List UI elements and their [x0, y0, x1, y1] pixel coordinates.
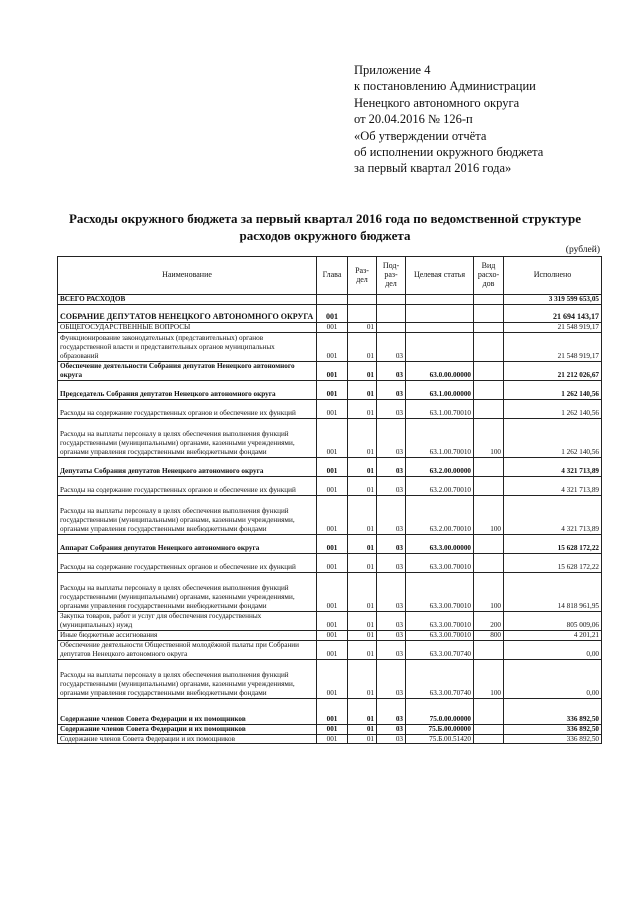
appendix-line: Ненецкого автономного округа: [354, 95, 520, 110]
row-exec: 21 694 143,17: [504, 304, 602, 322]
row-podrazdel: 03: [377, 659, 406, 698]
table-row: [58, 332, 602, 361]
header-glava: Глава: [317, 257, 348, 295]
row-target: 63.3.00.70010: [406, 553, 474, 572]
row-exec: 336 892,50: [504, 734, 602, 744]
appendix-line: от 20.04.2016 № 126-п: [354, 112, 473, 127]
row-target: 63.3.00.70740: [406, 640, 474, 659]
row-target: 63.3.00.70740: [406, 659, 474, 698]
row-razdel: 01: [348, 476, 377, 495]
row-glava: 001: [317, 611, 348, 630]
budget-table: [57, 256, 602, 744]
row-target: [406, 295, 474, 305]
row-target: 75.Б.00.00000: [406, 724, 474, 734]
row-razdel: 01: [348, 724, 377, 734]
appendix-line: Приложение 4: [354, 63, 431, 77]
row-name: Иные бюджетные ассигнования: [58, 630, 317, 640]
row-razdel: 01: [348, 553, 377, 572]
row-vid: 200: [474, 611, 504, 630]
appendix-line: к постановлению Администрации: [354, 79, 536, 94]
row-podrazdel: [377, 304, 406, 322]
row-vid: 100: [474, 495, 504, 534]
table-row: [58, 295, 602, 305]
row-podrazdel: [377, 295, 406, 305]
row-target: 63.1.00.00000: [406, 380, 474, 399]
row-vid: [474, 380, 504, 399]
row-target: 63.1.00.70010: [406, 418, 474, 457]
row-glava: 001: [317, 322, 348, 332]
table-row: [58, 380, 602, 399]
row-razdel: 01: [348, 457, 377, 476]
table-row: [58, 304, 602, 322]
row-name: Содержание членов Совета Федерации и их помощников: [58, 698, 317, 724]
row-glava: 001: [317, 698, 348, 724]
row-razdel: 01: [348, 322, 377, 332]
table-row: [58, 611, 602, 630]
table-row: [58, 495, 602, 534]
row-podrazdel: 03: [377, 380, 406, 399]
table-row: [58, 534, 602, 553]
header-exec: Исполнено: [504, 257, 602, 295]
row-podrazdel: 03: [377, 476, 406, 495]
row-exec: 336 892,50: [504, 724, 602, 734]
row-exec: 15 628 172,22: [504, 534, 602, 553]
row-vid: [474, 698, 504, 724]
row-name: Расходы на содержание государственных органов и обеспечение их функций: [58, 553, 317, 572]
row-name: Депутаты Собрания депутатов Ненецкого автономного округа: [58, 457, 317, 476]
row-podrazdel: 03: [377, 734, 406, 744]
row-glava: 001: [317, 534, 348, 553]
table-row: [58, 640, 602, 659]
row-glava: 001: [317, 572, 348, 611]
row-target: 63.3.00.00000: [406, 534, 474, 553]
row-glava: 001: [317, 659, 348, 698]
row-name: Содержание членов Совета Федерации и их помощников: [58, 734, 317, 744]
row-podrazdel: 03: [377, 457, 406, 476]
row-razdel: 01: [348, 630, 377, 640]
row-vid: 100: [474, 659, 504, 698]
row-razdel: 01: [348, 495, 377, 534]
row-podrazdel: 03: [377, 640, 406, 659]
row-exec: 14 818 961,95: [504, 572, 602, 611]
row-exec: 1 262 140,56: [504, 399, 602, 418]
row-name: Расходы на выплаты персоналу в целях обеспечения выполнения функций государственными (муниципальными) органами, казенными учреждениями, органами управления государственными внебюджетными фондами: [58, 572, 317, 611]
table-row: [58, 476, 602, 495]
row-podrazdel: 03: [377, 630, 406, 640]
row-podrazdel: 03: [377, 495, 406, 534]
row-razdel: 01: [348, 698, 377, 724]
row-podrazdel: 03: [377, 332, 406, 361]
row-target: [406, 304, 474, 322]
row-exec: 0,00: [504, 659, 602, 698]
row-target: 63.3.00.70010: [406, 611, 474, 630]
row-vid: [474, 457, 504, 476]
row-podrazdel: 03: [377, 418, 406, 457]
header-vid: Вид расхо- дов: [474, 257, 504, 295]
row-name: Функционирование законодательных (представительных) органов государственной власти и представительных органов муниципальных образований: [58, 332, 317, 361]
row-glava: 001: [317, 630, 348, 640]
row-name: Расходы на выплаты персоналу в целях обеспечения выполнения функций государственными (муниципальными) органами, казенными учреждениями, органами управления государственными внебюджетными фондами: [58, 495, 317, 534]
row-razdel: 01: [348, 734, 377, 744]
row-glava: 001: [317, 361, 348, 380]
row-name: Обеспечение деятельности Общественной молодёжной палаты при Собрании депутатов Ненецкого автономного округа: [58, 640, 317, 659]
row-podrazdel: 03: [377, 534, 406, 553]
row-target: [406, 322, 474, 332]
row-exec: 0,00: [504, 640, 602, 659]
row-target: 75.0.00.00000: [406, 698, 474, 724]
row-razdel: 01: [348, 659, 377, 698]
row-name: Расходы на содержание государственных органов и обеспечение их функций: [58, 399, 317, 418]
row-razdel: 01: [348, 418, 377, 457]
row-glava: 001: [317, 380, 348, 399]
table-row: [58, 418, 602, 457]
row-vid: [474, 734, 504, 744]
row-name: СОБРАНИЕ ДЕПУТАТОВ НЕНЕЦКОГО АВТОНОМНОГО ОКРУГА: [58, 304, 317, 322]
row-exec: 21 548 919,17: [504, 332, 602, 361]
row-vid: 100: [474, 418, 504, 457]
header-podrazdel: Под- раз- дел: [377, 257, 406, 295]
row-razdel: 01: [348, 399, 377, 418]
document-title: [40, 210, 610, 244]
title-line-2: расходов окружного бюджета: [239, 228, 411, 243]
appendix-line: «Об утверждении отчёта: [354, 128, 487, 143]
row-name: Закупка товаров, работ и услуг для обеспечения государственных (муниципальных) нужд: [58, 611, 317, 630]
row-target: 63.3.00.70010: [406, 630, 474, 640]
row-razdel: 01: [348, 534, 377, 553]
row-name: Аппарат Собрания депутатов Ненецкого автономного округа: [58, 534, 317, 553]
table-row: [58, 457, 602, 476]
table-row: [58, 659, 602, 698]
row-name: Содержание членов Совета Федерации и их помощников: [58, 724, 317, 734]
table-row: [58, 399, 602, 418]
row-exec: 336 892,50: [504, 698, 602, 724]
row-vid: [474, 322, 504, 332]
row-podrazdel: 03: [377, 361, 406, 380]
row-exec: 1 262 140,56: [504, 418, 602, 457]
row-glava: 001: [317, 399, 348, 418]
row-glava: 001: [317, 495, 348, 534]
row-razdel: 01: [348, 572, 377, 611]
row-glava: 001: [317, 553, 348, 572]
row-podrazdel: 03: [377, 611, 406, 630]
table-row: [58, 572, 602, 611]
row-vid: [474, 640, 504, 659]
row-glava: 001: [317, 304, 348, 322]
table-row: [58, 322, 602, 332]
row-name: Расходы на выплаты персоналу в целях обеспечения выполнения функций государственными (муниципальными) органами, казенными учреждениями, органами управления государственными внебюджетными фондами: [58, 659, 317, 698]
row-razdel: 01: [348, 361, 377, 380]
row-razdel: [348, 304, 377, 322]
row-vid: [474, 332, 504, 361]
row-glava: 001: [317, 457, 348, 476]
row-vid: [474, 534, 504, 553]
row-name: ОБЩЕГОСУДАРСТВЕННЫЕ ВОПРОСЫ: [58, 322, 317, 332]
row-podrazdel: 03: [377, 724, 406, 734]
row-glava: [317, 295, 348, 305]
row-exec: 1 262 140,56: [504, 380, 602, 399]
row-podrazdel: 03: [377, 399, 406, 418]
row-vid: [474, 399, 504, 418]
row-glava: 001: [317, 724, 348, 734]
row-exec: 4 201,21: [504, 630, 602, 640]
row-glava: 001: [317, 418, 348, 457]
row-target: [406, 332, 474, 361]
table-row: [58, 724, 602, 734]
header-target: Целевая статья: [406, 257, 474, 295]
row-target: 63.2.00.70010: [406, 495, 474, 534]
header-name: Наименование: [58, 257, 317, 295]
row-exec: 21 548 919,17: [504, 322, 602, 332]
row-vid: [474, 553, 504, 572]
row-target: 63.0.00.00000: [406, 361, 474, 380]
row-glava: 001: [317, 734, 348, 744]
row-target: 63.2.00.00000: [406, 457, 474, 476]
row-name: Председатель Собрания депутатов Ненецкого автономного округа: [58, 380, 317, 399]
row-name: Расходы на выплаты персоналу в целях обеспечения выполнения функций государственными (муниципальными) органами, казенными учреждениями, органами управления государственными внебюджетными фондами: [58, 418, 317, 457]
row-name: ВСЕГО РАСХОДОВ: [58, 295, 317, 305]
appendix-line: об исполнении окружного бюджета: [354, 145, 544, 160]
table-row: [58, 630, 602, 640]
row-glava: 001: [317, 476, 348, 495]
row-razdel: 01: [348, 640, 377, 659]
row-exec: 3 319 599 653,05: [504, 295, 602, 305]
row-vid: [474, 304, 504, 322]
row-exec: 4 321 713,89: [504, 476, 602, 495]
row-razdel: [348, 295, 377, 305]
row-glava: 001: [317, 640, 348, 659]
row-vid: [474, 361, 504, 380]
row-name: Расходы на содержание государственных органов и обеспечение их функций: [58, 476, 317, 495]
row-razdel: 01: [348, 332, 377, 361]
table-row: [58, 698, 602, 724]
row-razdel: 01: [348, 380, 377, 399]
row-podrazdel: 03: [377, 698, 406, 724]
title-line-1: Расходы окружного бюджета за первый квартал 2016 года по ведомственной структуре: [68, 211, 582, 226]
header-razdel: Раз- дел: [348, 257, 377, 295]
row-podrazdel: 03: [377, 572, 406, 611]
appendix-line: за первый квартал 2016 года»: [354, 161, 512, 176]
row-exec: 805 009,06: [504, 611, 602, 630]
row-vid: [474, 476, 504, 495]
row-exec: 21 212 026,67: [504, 361, 602, 380]
row-podrazdel: [377, 322, 406, 332]
row-podrazdel: 03: [377, 553, 406, 572]
row-name: Обеспечение деятельности Собрания депутатов Ненецкого автономного округа: [58, 361, 317, 380]
row-vid: 100: [474, 572, 504, 611]
appendix-block: [354, 62, 543, 177]
row-razdel: 01: [348, 611, 377, 630]
row-glava: 001: [317, 332, 348, 361]
row-exec: 4 321 713,89: [504, 495, 602, 534]
row-vid: [474, 724, 504, 734]
row-target: 63.2.00.70010: [406, 476, 474, 495]
row-target: 63.3.00.70010: [406, 572, 474, 611]
units-label: (рублей): [565, 245, 600, 255]
row-exec: 15 628 172,22: [504, 553, 602, 572]
table-header-row: [58, 257, 602, 295]
row-target: 75.Б.00.51420: [406, 734, 474, 744]
table-row: [58, 553, 602, 572]
table-row: [58, 734, 602, 744]
row-target: 63.1.00.70010: [406, 399, 474, 418]
row-vid: [474, 295, 504, 305]
table-row: [58, 361, 602, 380]
row-exec: 4 321 713,89: [504, 457, 602, 476]
row-vid: 800: [474, 630, 504, 640]
